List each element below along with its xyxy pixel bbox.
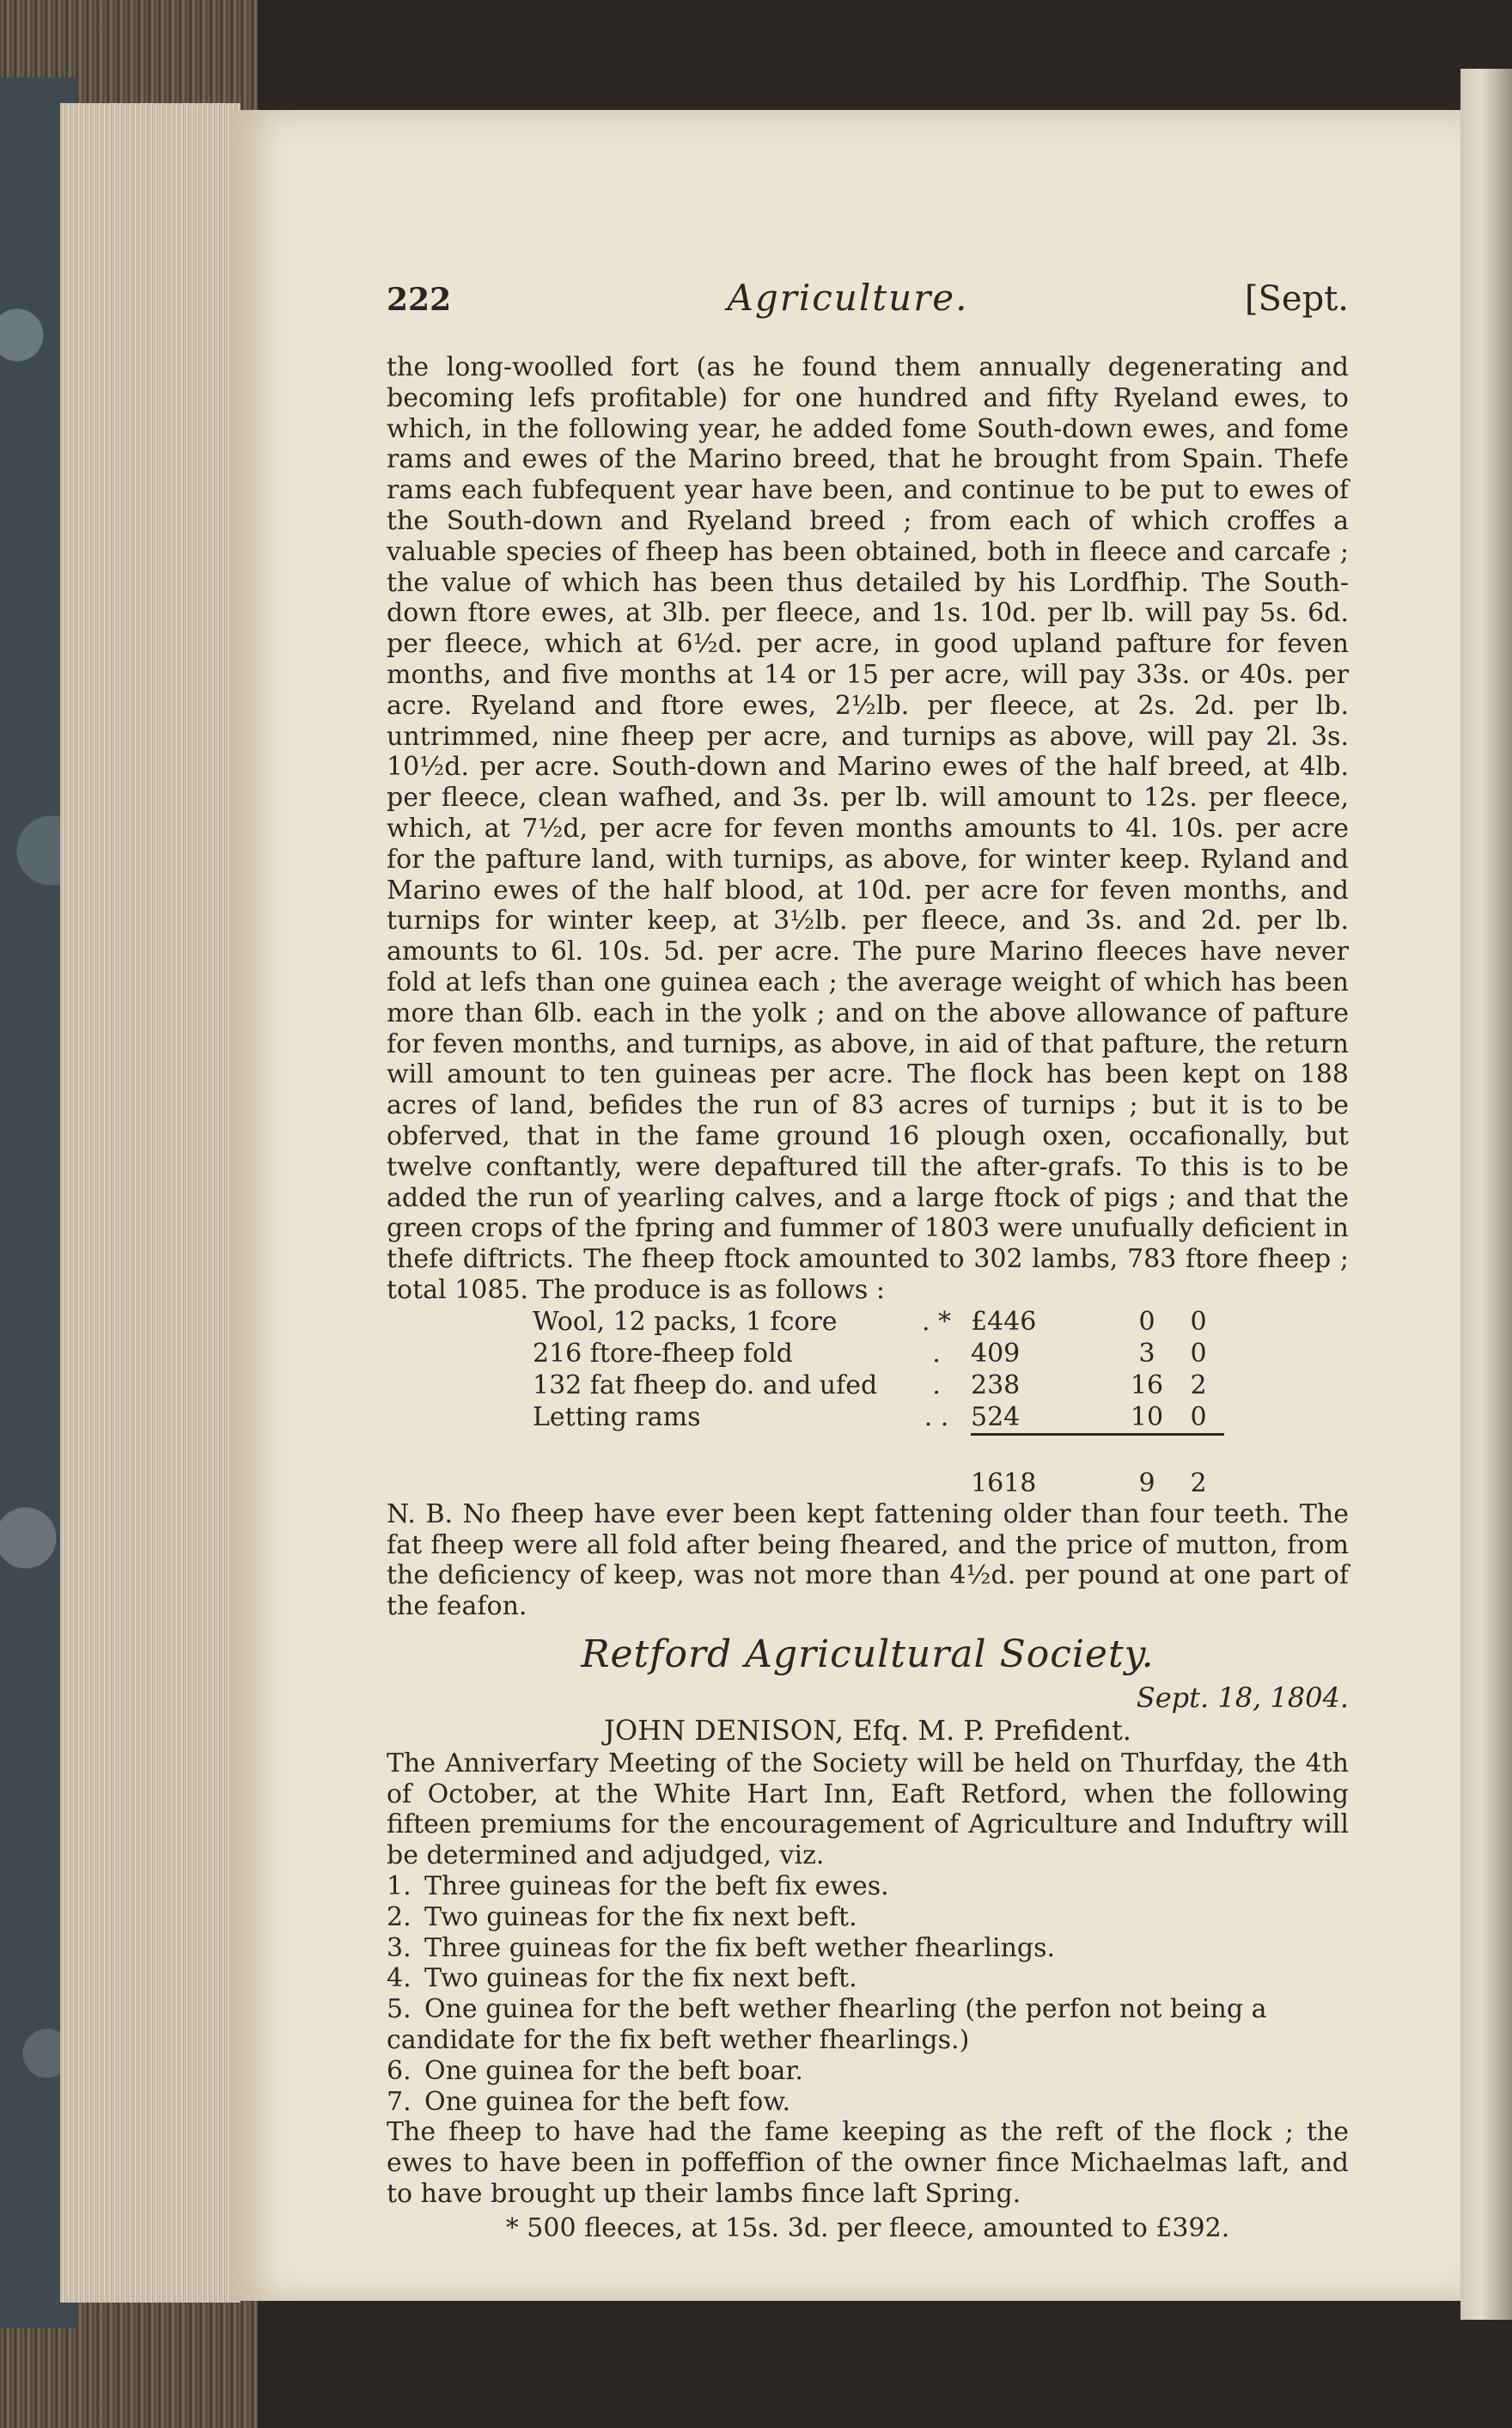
running-head-title: Agriculture.	[727, 277, 969, 319]
nb-note: N. B. No fheep have ever been kept fattening older than four teeth. The fat fheep were all fold after being fheared, and the price of mutton, from the deficiency of keep, was not more than 4½d. per pound at one part of the feafon.	[387, 1498, 1349, 1622]
society-conditions: The fheep to have had the fame keeping as the reft of the flock ; the ewes to have been in poffeffion of the owner fince Michaelmas laft, and to have brought up their lambs fince laft Spring.	[387, 2117, 1349, 2210]
produce-pence: 2	[1190, 1370, 1207, 1400]
produce-table-rule	[533, 1434, 1224, 1467]
premium-text: Three guineas for the beft fix ewes.	[424, 1871, 889, 1902]
produce-shillings: 3	[1138, 1338, 1155, 1369]
premium-number: 6.	[387, 2055, 412, 2086]
produce-item: 132 fat fheep do. and ufed	[533, 1370, 878, 1400]
premium-number: 1.	[387, 1871, 412, 1902]
facing-page-edge	[1460, 69, 1512, 2320]
produce-row	[533, 1338, 1224, 1370]
produce-table	[533, 1306, 1224, 1499]
produce-pounds: 238	[971, 1370, 1021, 1400]
produce-shillings: 0	[1138, 1306, 1155, 1337]
premium-item	[387, 1994, 1349, 2056]
premium-number: 4.	[387, 1963, 412, 1994]
premium-item	[387, 1933, 1349, 1964]
produce-shillings: 10	[1130, 1401, 1164, 1432]
premium-item	[387, 1902, 1349, 1933]
premium-text: One guinea for the beft boar.	[424, 2055, 803, 2086]
produce-row	[533, 1401, 1224, 1435]
produce-mark: . .	[924, 1402, 949, 1433]
running-header	[387, 277, 1349, 326]
premium-number: 3.	[387, 1932, 412, 1963]
society-date: Sept. 18, 1804.	[1136, 1681, 1349, 1714]
premium-text: One guinea for the beft fow.	[424, 2086, 791, 2117]
premium-number: 5.	[387, 1994, 412, 2025]
produce-mark: .	[932, 1338, 941, 1369]
premium-item	[387, 2056, 1349, 2087]
total-pence: 2	[1190, 1467, 1207, 1498]
premium-text: One guinea for the beft wether fhearling (the perfon not being a candidate for the fix beft wether fhearlings.)	[387, 1994, 1267, 2056]
produce-item: Letting rams	[533, 1402, 701, 1433]
produce-total-row	[533, 1467, 1224, 1499]
premium-item	[387, 2087, 1349, 2118]
premium-text: Three guineas for the fix beft wether fhearlings.	[424, 1932, 1056, 1963]
page-number: 222	[387, 282, 452, 318]
society-intro: The Anniverfary Meeting of the Society will be held on Thurfday, the 4th of October, at the White Hart Inn, Eaft Retford, when the following fifteen premiums for the encouragement of Agriculture and Induftry will be determined and adjudged, viz.	[387, 1748, 1349, 1871]
premium-list	[387, 1871, 1349, 2117]
produce-pence: 0	[1190, 1306, 1207, 1337]
page-fore-edges	[60, 103, 241, 2303]
produce-pence: 0	[1190, 1401, 1207, 1432]
running-head-month: [Sept.	[1244, 279, 1349, 319]
society-title: Retford Agricultural Society.	[581, 1632, 1155, 1676]
footnote: * 500 fleeces, at 15s. 3d. per fleece, amounted to £392.	[505, 2212, 1230, 2243]
premium-text: Two guineas for the fix next beft.	[424, 1901, 857, 1932]
produce-mark: . *	[921, 1306, 952, 1337]
premium-item	[387, 1871, 1349, 1902]
produce-pounds: £446	[971, 1306, 1037, 1337]
produce-mark: .	[932, 1370, 941, 1400]
premium-item	[387, 1963, 1349, 1994]
body-paragraph: the long-woolled fort (as he found them annually degenerating and becoming lefs profitable) for one hundred and fifty Ryeland ewes, to which, in the following year, he added fome South-down ewes, and fome rams and ewes of the Marino breed, that he brought from Spain. Thefe rams each fubfequent year have been, and continue to be put to ewes of the South-down and Ryeland breed ; from each of which croffes a valuable species of fheep has been obtained, both in fleece and carcafe ; the value of which has been thus detailed by his Lordfhip. The South-down ftore ewes, at 3lb. per fleece, and 1s. 10d. per lb. will pay 5s. 6d. per fleece, which at 6½d. per acre, in good upland pafture for feven months, and five months at 14 or 15 per acre, will pay 33s. or 40s. per acre. Ryeland and ftore ewes, 2½lb. per fleece, at 2s. 2d. per lb. untrimmed, nine fheep per acre, and turnips as above, will pay 2l. 3s. 10½d. per acre. South-down and Marino ewes of the half breed, at 4lb. per fleece, clean wafhed, and 3s. per lb. will amount to 12s. per fleece, which, at 7½d, per acre for feven months amounts to 4l. 10s. per acre for the pafture land, with turnips, as above, for winter keep. Ryland and Marino ewes of the half blood, at 10d. per acre for feven months, and turnips for winter keep, at 3½lb. per fleece, and 3s. and 2d. per lb. amounts to 6l. 10s. 5d. per acre. The pure Marino fleeces have never fold at lefs than one guinea each ; the average weight of which has been more than 6lb. each in the yolk ; and on the above allowance of pafture for feven months, and turnips, as above, in aid of that pafture, the return will amount to ten guineas per acre. The flock has been kept on 188 acres of land, befides the run of 83 acres of turnips ; but it is to be obferved, that in the fame ground 16 plough oxen, occafionally, but twelve conftantly, were depaftured till the after-grafs. To this is to be added the run of yearling calves, and a large ftock of pigs ; and that the green crops of the fpring and fummer of 1803 were unufually deficient in thefe diftricts. The fheep ftock amounted to 302 lambs, 783 ftore fheep ; total 1085. The produce is as follows :	[387, 352, 1349, 1305]
premium-number: 2.	[387, 1901, 412, 1932]
produce-row	[533, 1306, 1224, 1338]
premium-number: 7.	[387, 2086, 412, 2117]
produce-pounds: 524	[971, 1401, 1021, 1432]
premium-text: Two guineas for the fix next beft.	[424, 1963, 857, 1994]
society-president: JOHN DENISON, Efq. M. P. Prefident.	[604, 1713, 1131, 1747]
produce-item: 216 ftore-fheep fold	[533, 1338, 793, 1369]
total-shillings: 9	[1138, 1467, 1155, 1498]
produce-pence: 0	[1190, 1338, 1207, 1369]
produce-row	[533, 1370, 1224, 1401]
produce-shillings: 16	[1130, 1370, 1164, 1400]
produce-item: Wool, 12 packs, 1 fcore	[533, 1306, 838, 1337]
total-pounds: 1618	[971, 1467, 1037, 1498]
page-text-block	[387, 277, 1349, 2244]
produce-pounds: 409	[971, 1338, 1021, 1369]
